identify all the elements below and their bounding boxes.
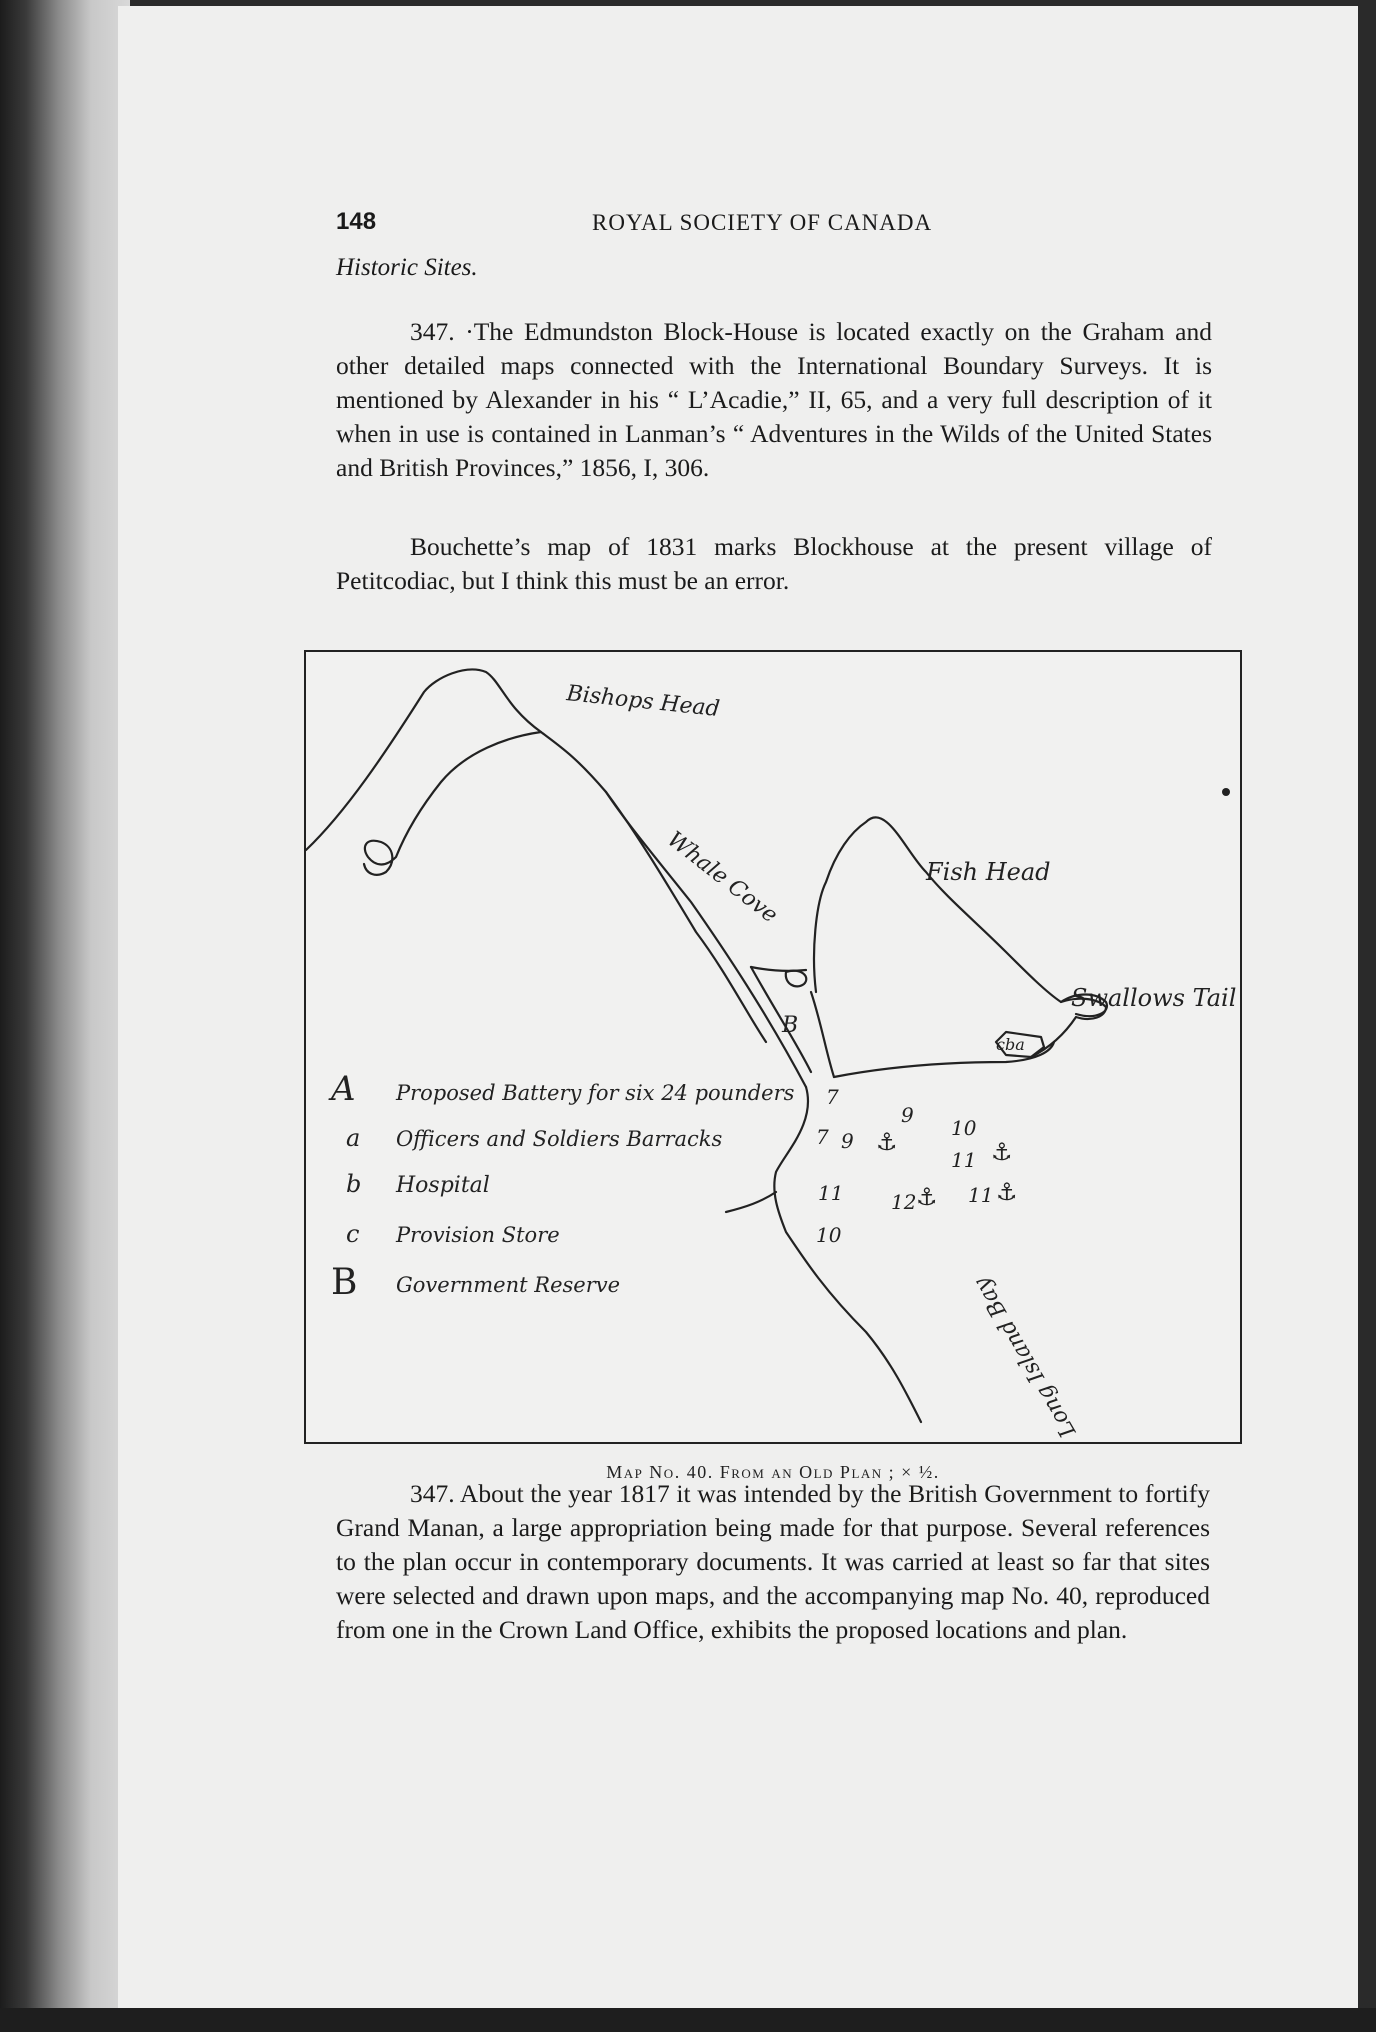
legend-key-c: c	[346, 1220, 360, 1248]
map-figure	[304, 650, 1242, 1444]
map-caption: Map No. 40. From an Old Plan ; × ½.	[606, 1462, 940, 1482]
legend-key-a: a	[346, 1124, 361, 1152]
sounding: 9	[841, 1129, 854, 1153]
paragraph-blockhouse: 347. ·The Edmundston Block-House is located exactly on the Graham and other detailed maps connected with the International Boundary Surveys. It is mentioned by Alexander in his “ L’Acadie,” II, 65, and a very full description of it when in use is contained in Lanman’s “ Adventures in the Wilds of the United States and British Provinces,” 1856, I, 306.	[336, 317, 1212, 482]
scan-speck	[1222, 788, 1230, 796]
paragraph-grand-manan: 347. About the year 1817 it was intended by the British Government to fortify Grand Manan, a large appropriation being made for that purpose. Several references to the plan occur in contemporary documents. It was carried at least so far that sites were selected and drawn upon maps, and the accompanying map No. 40, reproduced from one in the Crown Land Office, exhibits the proposed locations and plan.	[336, 1479, 1210, 1644]
coastline-inner-inlet	[364, 732, 541, 875]
anchor-icon: ⚓	[876, 1128, 898, 1156]
legend-text-A: Proposed Battery for six 24 pounders	[396, 1081, 795, 1105]
map-legend	[328, 1069, 795, 1303]
page-header	[336, 208, 1256, 248]
page-number: 148	[336, 208, 377, 235]
paragraph-bouchette: Bouchette’s map of 1831 marks Blockhouse at the present village of Petitcodiac, but I think this must be an error.	[336, 532, 1212, 595]
sounding: 11	[968, 1183, 994, 1207]
anchor-icon: ⚓	[996, 1178, 1018, 1206]
sounding: 11	[818, 1181, 844, 1205]
sounding: 11	[951, 1148, 977, 1172]
legend-text-b: Hospital	[396, 1173, 490, 1198]
label-long-island-bay: Long Island Bay	[969, 1272, 1082, 1442]
legend-key-B: B	[331, 1262, 358, 1303]
sounding: 9	[901, 1103, 914, 1127]
section-label: Historic Sites.	[336, 254, 478, 281]
label-whale-cove: Whale Cove	[662, 827, 783, 929]
sounding: 10	[951, 1116, 977, 1140]
reserve-line-right	[811, 992, 834, 1077]
label-site-marks: cba	[996, 1035, 1025, 1054]
map-drawing	[306, 652, 1240, 1442]
sounding: 10	[816, 1223, 842, 1247]
coastline-whale-cove	[606, 792, 766, 1042]
sounding: 12	[891, 1190, 917, 1214]
pond	[786, 971, 807, 987]
label-swallows-tail: Swallows Tail	[1071, 984, 1237, 1012]
legend-text-a: Officers and Soldiers Barracks	[396, 1127, 723, 1151]
label-bishops-head: Bishops Head	[565, 681, 721, 723]
legend-key-b: b	[346, 1170, 362, 1198]
legend-key-A: A	[331, 1069, 356, 1109]
creek	[726, 1192, 776, 1212]
scan-bottom-edge	[0, 2008, 1376, 2032]
book-gutter	[0, 0, 130, 2032]
coastline-fish-head	[814, 817, 1106, 1057]
anchor-icon: ⚓	[991, 1138, 1013, 1166]
legend-text-B: Government Reserve	[396, 1273, 621, 1297]
label-fish-head: Fish Head	[926, 858, 1051, 886]
sounding: 7	[816, 1125, 829, 1149]
sounding: 7	[826, 1085, 839, 1109]
label-reserve-b: B	[782, 1013, 799, 1038]
anchor-icon: ⚓	[916, 1183, 938, 1211]
running-head: ROYAL SOCIETY OF CANADA	[592, 210, 933, 235]
reserve-line-left	[751, 967, 811, 1072]
legend-text-c: Provision Store	[396, 1223, 560, 1247]
